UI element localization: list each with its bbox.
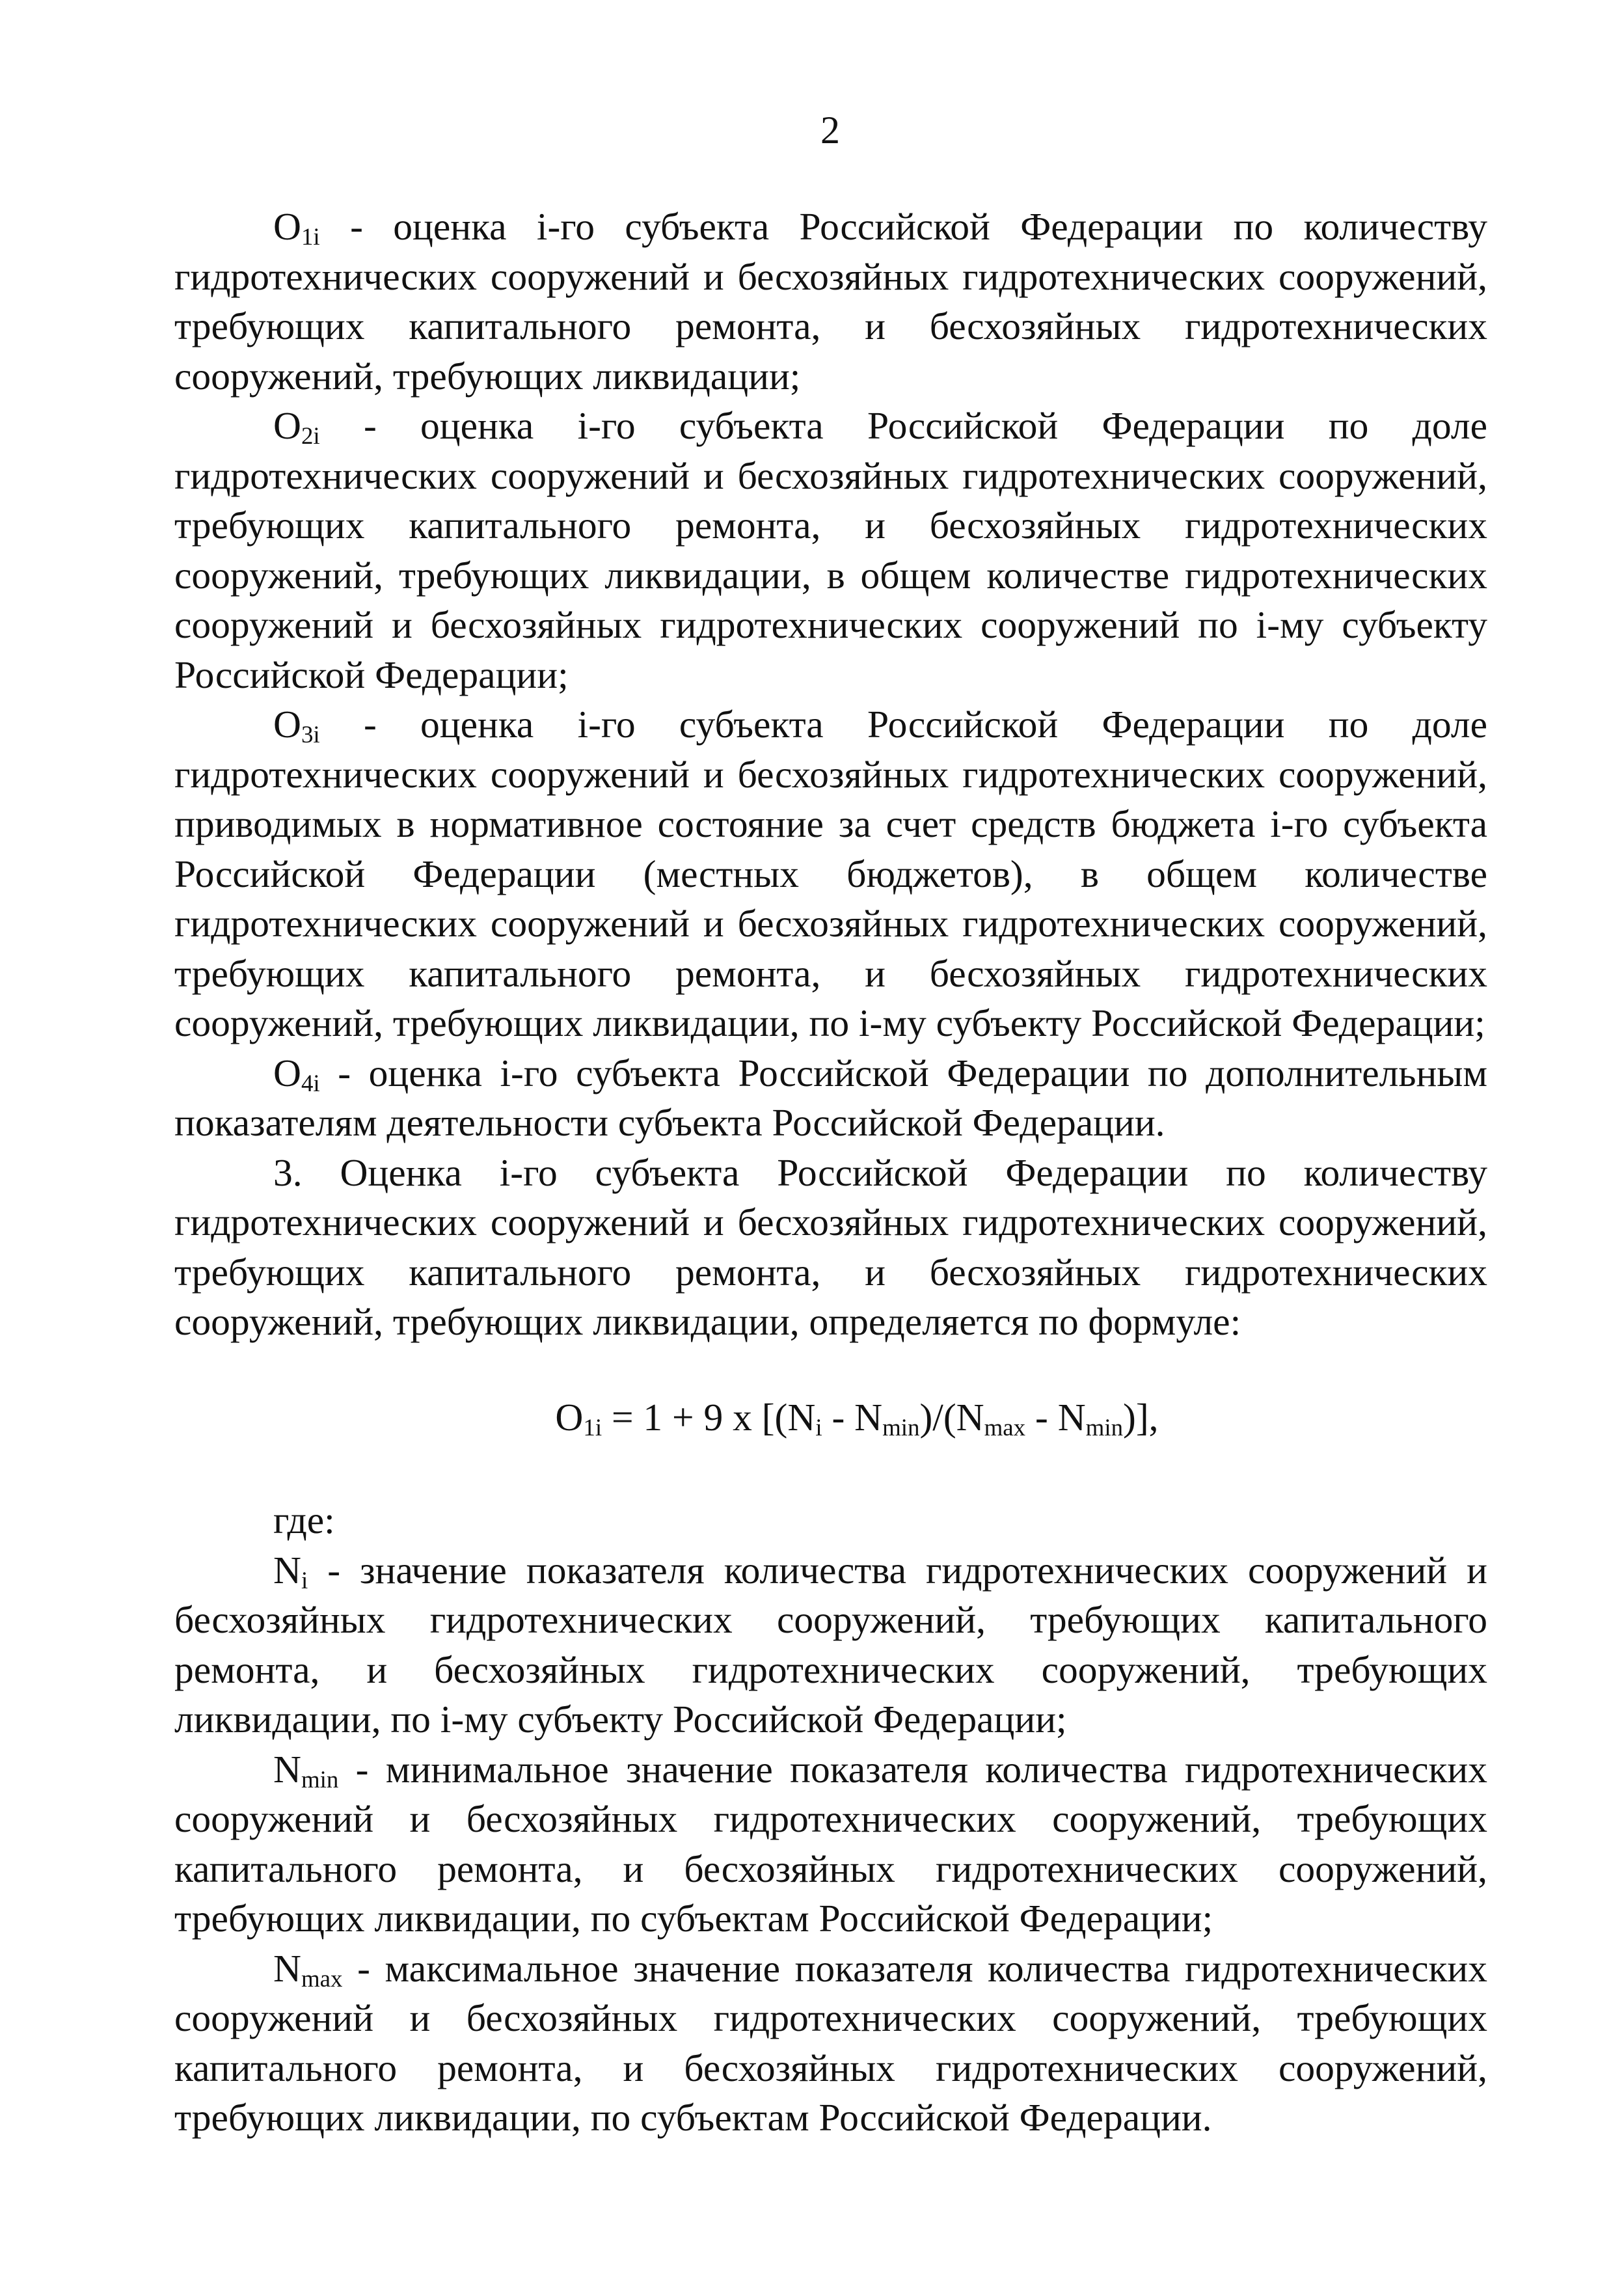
document-body [174, 202, 1487, 2143]
definition-o2-text: - оценка i-го субъекта Российской Федерации по доле гидротехнических сооружений и бесхозяйных гидротехнических сооружений, требующих капитального ремонта, и бесхозяйных гидротехнических сооружений, требующих ликвидации, в общем количестве гидротехнических сооружений и бесхозяйных гидротехнических сооружений по i-му субъекту Российской Федерации; [174, 404, 1487, 696]
section-3-paragraph: 3. Оценка i-го субъекта Российской Федерации по количеству гидротехнических сооружений и бесхозяйных гидротехнических сооружений, требующих капитального ремонта, и бесхозяйных гидротехнических сооружений, требующих ликвидации, определяется по формуле: [174, 1150, 1487, 1343]
definition-o3 [174, 700, 1487, 1048]
definition-o4-text: - оценка i-го субъекта Российской Федерации по дополнительным показателям деятельности субъекта Российской Федерации. [174, 1051, 1487, 1144]
page-number: 2 [820, 109, 840, 152]
definition-nmax-text: - максимальное значение показателя количества гидротехнических сооружений и бесхозяйных гидротехнических сооружений, требующих капитального ремонта, и бесхозяйных гидротехнических сооружений, требующих ликвидации, по субъектам Российской Федерации. [174, 1946, 1487, 2139]
definition-o1-text: - оценка i-го субъекта Российской Федерации по количеству гидротехнических сооружений и бесхозяйных гидротехнических сооружений, требующих капитального ремонта, и бесхозяйных гидротехнических сооружений, требующих ликвидации; [174, 205, 1487, 398]
symbol-o4: $O_{4i}$ [273, 1051, 320, 1096]
definition-nmin [174, 1745, 1487, 1944]
definition-ni [174, 1545, 1487, 1745]
definition-nmin-text: - минимальное значение показателя количества гидротехнических сооружений и бесхозяйных гидротехнических сооружений, требующих капитального ремонта, и бесхозяйных гидротехнических сооружений, требующих ликвидации, по субъектам Российской Федерации; [174, 1747, 1487, 1940]
symbol-o2: $O_{2i}$ [273, 404, 320, 450]
symbol-ni: $N_i$ [273, 1548, 308, 1594]
definition-o3-text: - оценка i-го субъекта Российской Федерации по доле гидротехнических сооружений и бесхозяйных гидротехнических сооружений, приводимых в нормативное состояние за счет средств бюджета i-го субъекта Российской Федерации (местных бюджетов), в общем количестве гидротехнических сооружений и бесхозяйных гидротехнических сооружений, требующих капитального ремонта, и бесхозяйных гидротехнических сооружений, требующих ликвидации, по i-му субъекту Российской Федерации; [174, 703, 1487, 1044]
definition-nmax [174, 1944, 1487, 2143]
definition-o2 [174, 401, 1487, 700]
formula: $O_{1i} = 1 + 9$ x $[(N_i - N_{min})/(N_{max} - N_{min})]$, [555, 1395, 1159, 1441]
symbol-o1: $O_{1i}$ [273, 205, 320, 251]
definition-o4 [174, 1048, 1487, 1148]
definition-o1 [174, 202, 1487, 401]
definition-ni-text: - значение показателя количества гидротехнических сооружений и бесхозяйных гидротехнических сооружений, требующих капитального ремонта, и бесхозяйных гидротехнических сооружений, требующих ликвидации, по i-му субъекту Российской Федерации; [174, 1548, 1487, 1741]
symbol-nmax: $N_{max}$ [273, 1946, 343, 1992]
symbol-nmin: $N_{min}$ [273, 1747, 339, 1793]
symbol-o3: $O_{3i}$ [273, 703, 320, 748]
where-label: где: [273, 1499, 335, 1542]
